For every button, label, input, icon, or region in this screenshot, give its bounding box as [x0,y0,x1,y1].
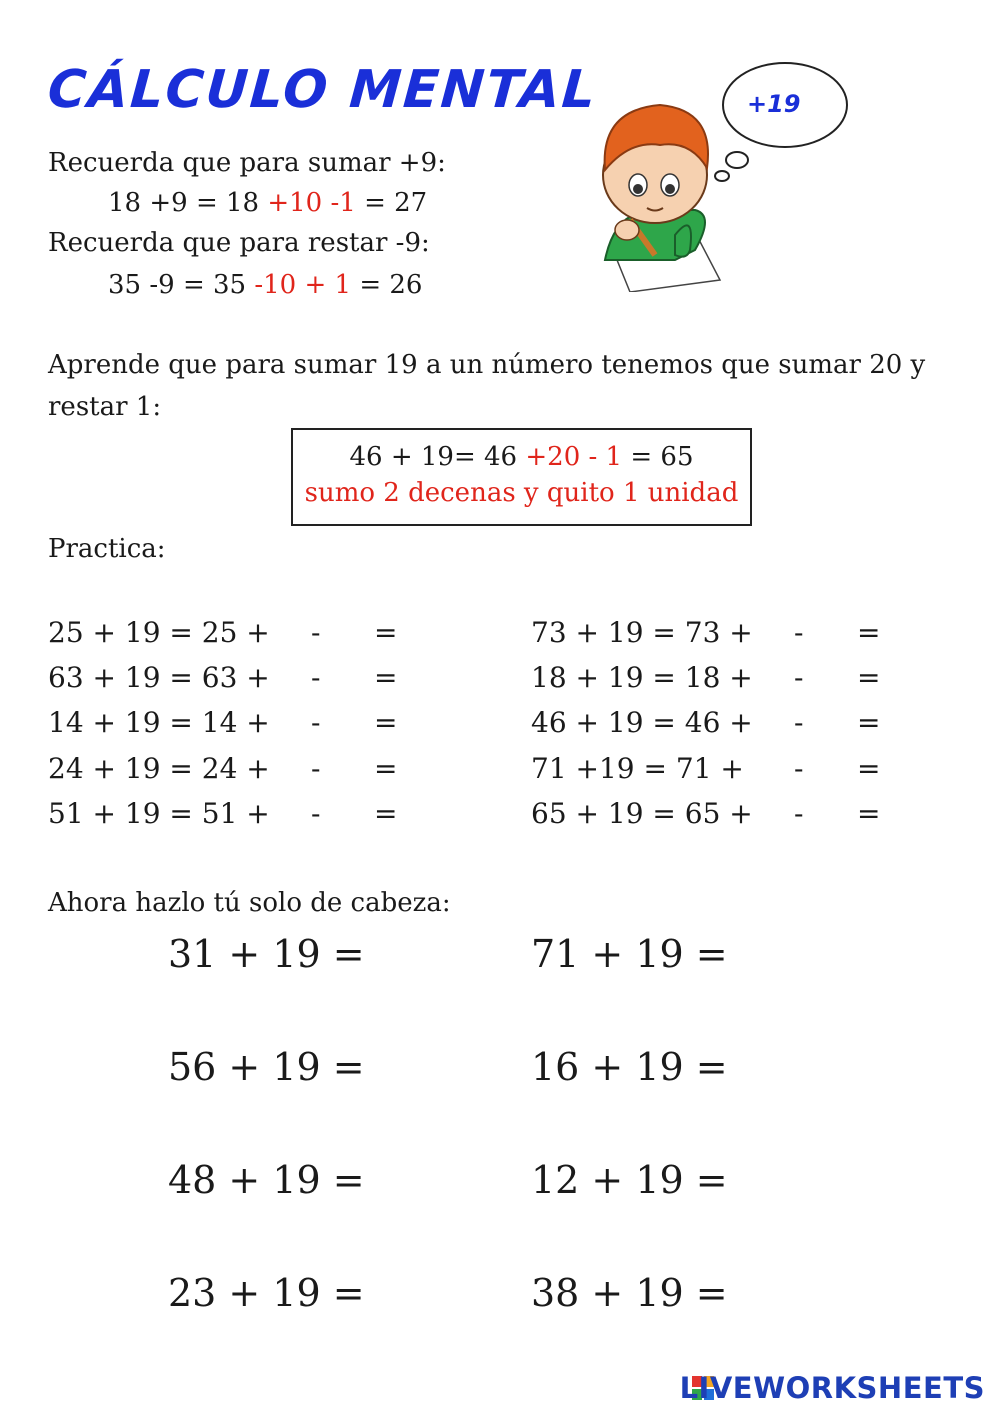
practice-minus: - [794,752,804,785]
practice-minus: - [311,752,321,785]
recall-sum-example: 18 +9 = 18 +10 -1 = 27 [108,188,428,218]
example-box [291,428,752,526]
mental-label: Ahora hazlo tú solo de cabeza: [48,888,451,918]
practice-minus: - [311,661,321,694]
practice-minus: - [794,616,804,649]
practice-expression: 25 + 19 = 25 + [48,616,270,649]
mental-exercise: 12 + 19 = [531,1158,728,1202]
mental-exercise: 48 + 19 = [168,1158,365,1202]
practice-equals: = [374,661,398,694]
practice-row-right [0,752,999,786]
learn-text-line2: restar 1: [48,392,162,422]
practice-expression: 46 + 19 = 46 + [531,706,753,739]
page-title: CÁLCULO MENTAL [45,60,600,120]
liveworksheets-logo-text: LIVEWORKSHEETS [679,1371,985,1405]
practice-expression: 51 + 19 = 51 + [48,797,270,830]
practice-row-right [0,616,999,650]
practice-expression: 65 + 19 = 65 + [531,797,753,830]
practice-equals: = [374,616,398,649]
mental-exercise: 23 + 19 = [168,1271,365,1315]
practice-equals: = [857,706,881,739]
practice-minus: - [794,797,804,830]
practice-expression: 14 + 19 = 14 + [48,706,270,739]
thinking-boy-illustration [575,60,855,292]
practice-equals: = [374,752,398,785]
bubble-text: +19 [747,90,801,118]
mental-exercise: 38 + 19 = [531,1271,728,1315]
example-box-equation: 46 + 19= 46 +20 - 1 = 65 [349,442,694,472]
recall-sub-text: Recuerda que para restar -9: [48,228,430,258]
mental-exercise: 31 + 19 = [168,932,365,976]
practice-expression: 71 +19 = 71 + [531,752,744,785]
practice-row-right [0,661,999,695]
practice-equals: = [374,706,398,739]
practice-minus: - [311,706,321,739]
practice-label: Practica: [48,534,166,564]
recall-sub-example: 35 -9 = 35 -10 + 1 = 26 [108,270,423,300]
practice-equals: = [857,797,881,830]
practice-minus: - [311,797,321,830]
practice-expression: 18 + 19 = 18 + [531,661,753,694]
example-box-explanation: sumo 2 decenas y quito 1 unidad [304,478,739,508]
practice-minus: - [311,616,321,649]
practice-equals: = [857,661,881,694]
practice-row-right [0,706,999,740]
practice-equals: = [374,797,398,830]
practice-expression: 24 + 19 = 24 + [48,752,270,785]
practice-minus: - [794,706,804,739]
practice-expression: 63 + 19 = 63 + [48,661,270,694]
mental-exercise: 71 + 19 = [531,932,728,976]
learn-text-line1: Aprende que para sumar 19 a un número tenemos que sumar 20 y [48,350,926,380]
practice-expression: 73 + 19 = 73 + [531,616,753,649]
mental-exercise: 16 + 19 = [531,1045,728,1089]
mental-exercise: 56 + 19 = [168,1045,365,1089]
recall-sum-text: Recuerda que para sumar +9: [48,148,446,178]
practice-row-right [0,797,999,831]
practice-equals: = [857,616,881,649]
practice-equals: = [857,752,881,785]
practice-minus: - [794,661,804,694]
